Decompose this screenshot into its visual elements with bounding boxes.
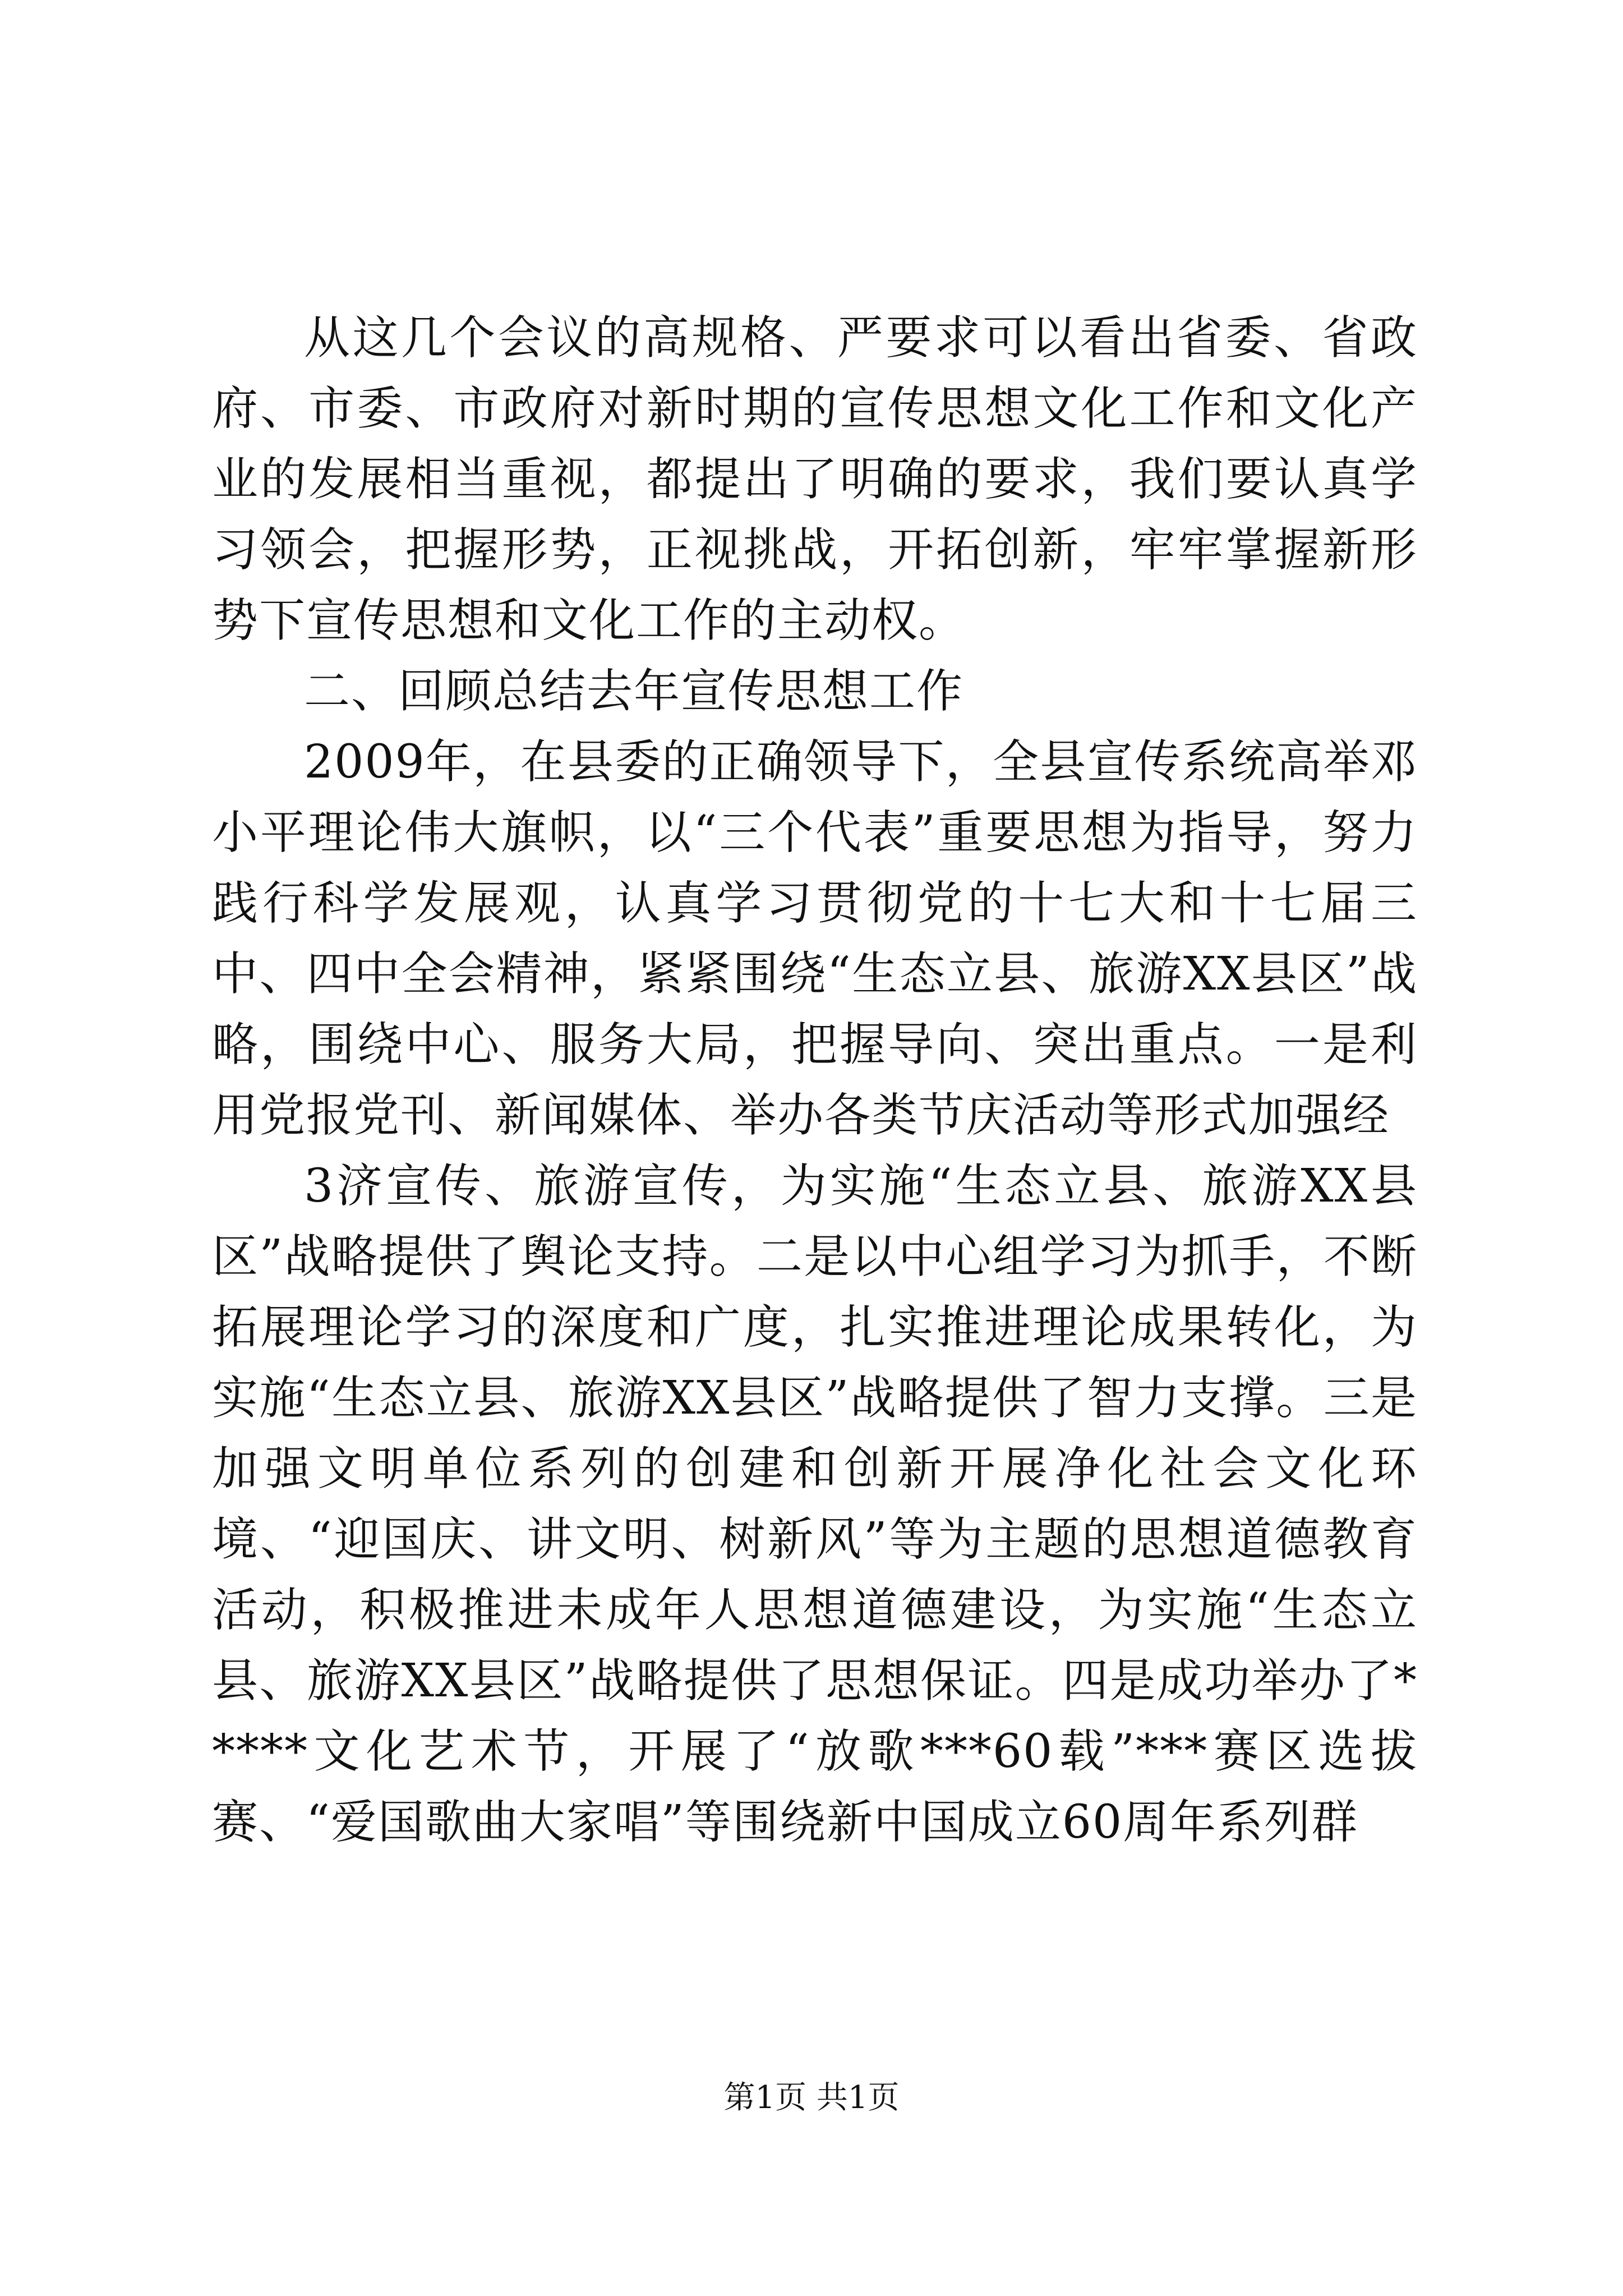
document-body — [212, 303, 1418, 1858]
section-heading: 二、回顾总结去年宣传思想工作 — [304, 665, 964, 718]
paragraph-1: 从这几个会议的高规格、严要求可以看出省委、省政府、市委、市政府对新时期的宣传思想文化工作和文化产业的发展相当重视，都提出了明确的要求，我们要认真学习领会，把握形势，正视挑战，开拓创新，牢牢掌握新形势下宣传思想和文化工作的主动权。 — [212, 311, 1418, 647]
paragraph-3: 3济宣传、旅游宣传，为实施“生态立县、旅游XX县区”战略提供了舆论支持。二是以中心组学习为抓手，不断拓展理论学习的深度和广度，扎实推进理论成果转化，为实施“生态立县、旅游XX县区”战略提供了智力支撑。三是加强文明单位系列的创建和创新开展净化社会文化环境、“迎国庆、讲文明、树新风”等为主题的思想道德教育活动，积极推进未成年人思想道德建设，为实施“生态立县、旅游XX县区”战略提供了思想保证。四是成功举办了*****文化艺术节，开展了“放歌***60载”***赛区选拔赛、“爱国歌曲大家唱”等围绕新中国成立60周年系列群 — [212, 1159, 1418, 1849]
page-number-footer: 第1页 共1页 — [723, 2079, 900, 2116]
paragraph-2: 2009年，在县委的正确领导下，全县宣传系统高举邓小平理论伟大旗帜，以“三个代表”重要思想为指导，努力践行科学发展观，认真学习贯彻党的十七大和十七届三中、四中全会精神，紧紧围绕“生态立县、旅游XX县区”战略，围绕中心、服务大局，把握导向、突出重点。一是利用党报党刊、新闻媒体、举办各类节庆活动等形式加强经 — [212, 735, 1418, 1142]
